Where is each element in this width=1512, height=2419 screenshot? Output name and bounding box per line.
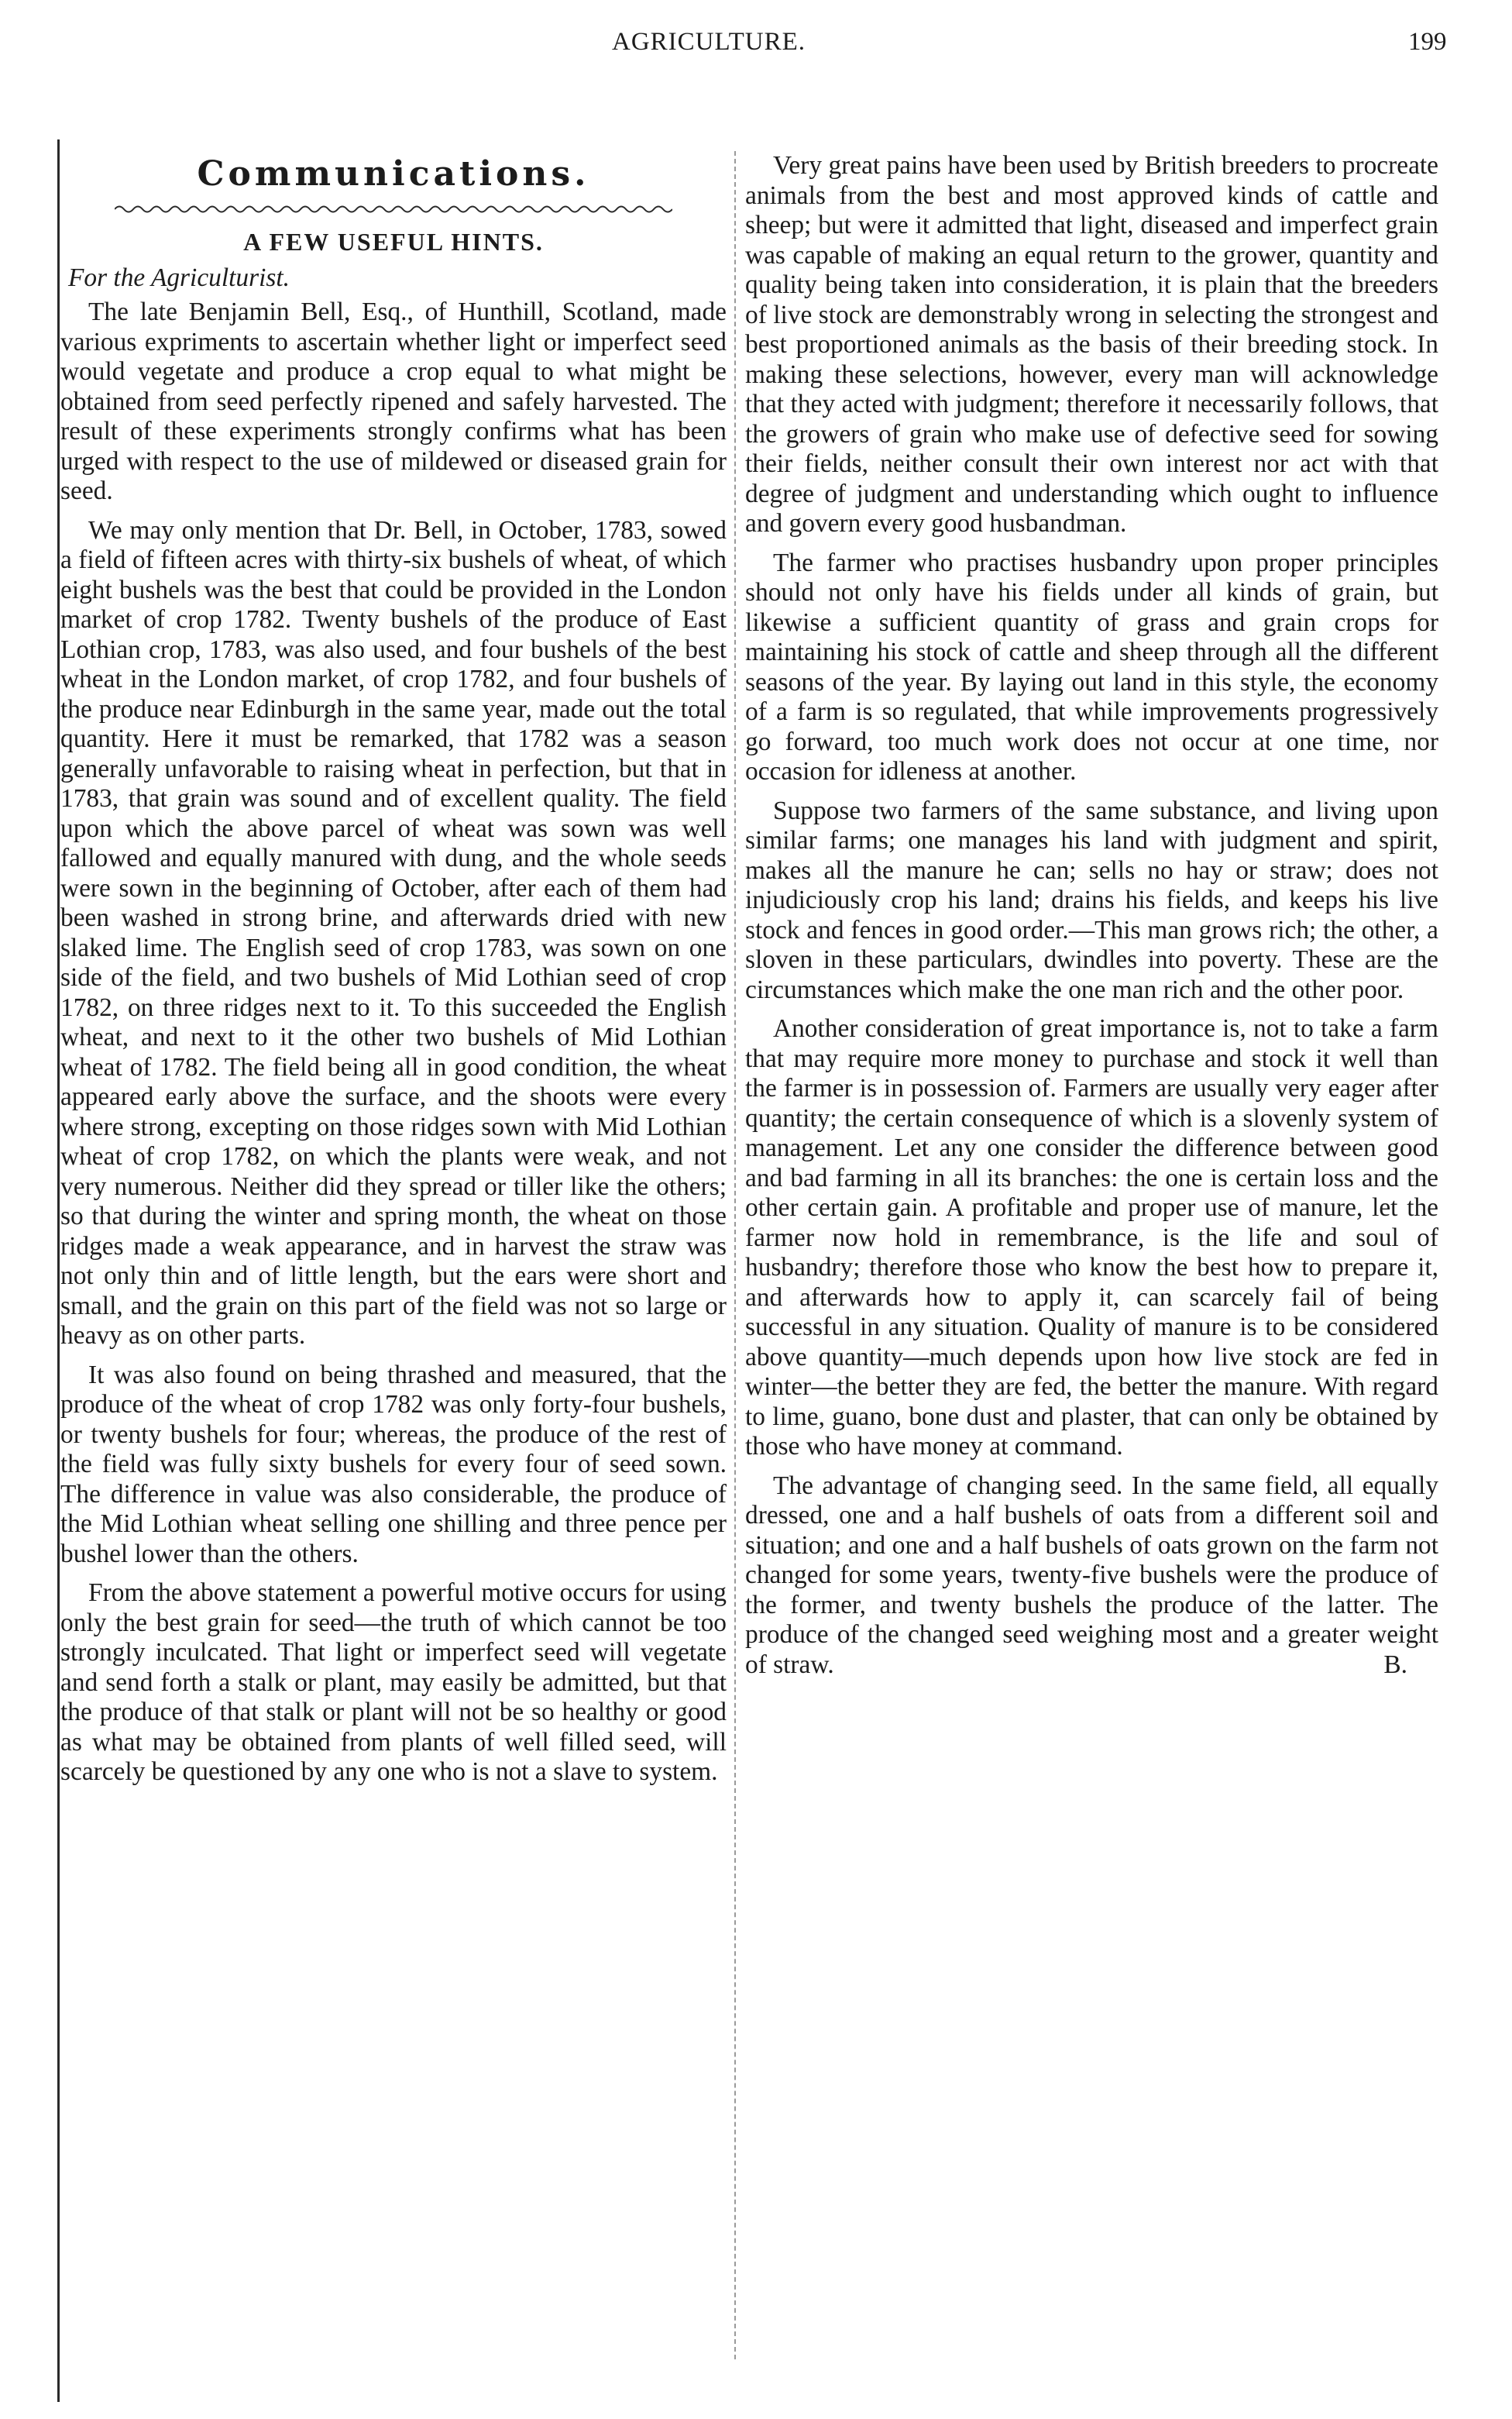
paragraph-left-2: We may only mention that Dr. Bell, in October, 1783, sowed a field of fifteen acres with thirty-six bushels of wheat, of which eight bushels was the best that could be provided in the London market of crop 1782. Twenty bushels of the produce of East Lothian crop, 1783, was also used, and four bushels of the best wheat in the London market, of crop 1782, and four bushels of the produce near Edinburgh in the same year, made out the total quantity. Here it must be remarked, that 1782 was a season generally unfavorable to raising wheat in perfection, but that in 1783, that grain was sound and of excellent quality. The field upon which the above parcel of wheat was sown was well fallowed and equally manured with dung, and the whole seeds were sown in the beginning of October, after each of them had been washed in strong brine, and afterwards dried with new slaked lime. The English seed of crop 1783, was sown on one side of the field, and two bushels of Mid Lothian seed of crop 1782, on three ridges next to it. To this succeeded the English wheat, and next to it the other two bushels of Mid Lothian wheat of 1782. The field being all in good condition, the wheat appeared early above the surface, and the shoots were every where strong, excepting on those ridges sown with Mid Lothian wheat of crop 1782, on which the plants were weak, and not very numerous. Neither did they spread or tiller like the others; so that during the winter and spring month, the wheat on those ridges made a weak appearance, and in harvest the straw was not only thin and of little length, but the ears were short and small, and the grain on this part of the field was not so large or heavy as on other parts. <box>60 515 727 1350</box>
article-title: A FEW USEFUL HINTS. <box>243 228 544 256</box>
byline: For the Agriculturist. <box>68 263 290 292</box>
paragraph-right-5 <box>745 1471 1438 1681</box>
right-column <box>745 151 1438 1689</box>
left-column <box>60 151 727 1797</box>
paragraph-left-3: It was also found on being thrashed and measured, that the produce of the wheat of crop 1782 was only forty-four bushels, or twenty bushels for four; whereas, the produce of the rest of the field was fully sixty bushels for every four of seed sown. The difference in value was also considerable, the produce of the Mid Lothian wheat selling one shilling and three pence per bushel lower than the others. <box>60 1360 727 1568</box>
paragraph-right-2: The farmer who practises husbandry upon proper principles should not only have his fields under all kinds of grain, but likewise a sufficient quantity of grass and grain crops for maintaining his stock of cattle and sheep through all the different seasons of the year. By laying out land in this style, the economy of a farm is so regulated, that while improvements progressively go forward, too much work does not occur at one time, nor occasion for idleness at another. <box>745 548 1438 786</box>
paragraph-right-1: Very great pains have been used by British breeders to procreate animals from the best and most approved kinds of cattle and sheep; but were it admitted that light, diseased and imperfect grain was capable of making an equal return to the grower, quantity and quality being taken into consideration, it is plain that the breeders of live stock are demonstrably wrong in selecting the strongest and best proportioned animals as the basis of their breeding stock. In making these selections, however, every man will acknowledge that they acted with judgment; therefore it necessarily follows, that the growers of grain who make use of defective seed for sowing their fields, neither consult their own interest nor act with that degree of judgment and understanding which ought to influence and govern every good husbandman. <box>745 151 1438 538</box>
paragraph-left-4: From the above statement a powerful motive occurs for using only the best grain for seed—the truth of which cannot be too strongly inculcated. That light or imperfect seed will vegetate and send forth a stalk or plant, may easily be admitted, but that the produce of that stalk or plant will not be so healthy or good as what may be obtained from plants of well filled seed, will scarcely be questioned by any one who is not a slave to system. <box>60 1578 727 1786</box>
page-number: 199 <box>1408 28 1447 56</box>
running-title: AGRICULTURE. <box>612 28 806 56</box>
running-head <box>0 28 1512 74</box>
left-margin-rule <box>57 139 60 2402</box>
section-heading: Communications. <box>197 154 590 194</box>
paragraph-right-3: Suppose two farmers of the same substance, and living upon similar farms; one manages his land with judgment and spirit, makes all the manure he can; sells no hay or straw; does not injudiciously crop his land; drains his fields, and keeps his live stock and fences in good order.—This man grows rich; the other, a sloven in these particulars, dwindles into poverty. These are the circumstances which make the one man rich and the other poor. <box>745 796 1438 1004</box>
paragraph-right-5-text: The advantage of changing seed. In the same field, all equally dressed, one and a half bushels of oats from a different soil and situation; and one and a half bushels of oats grown on the farm not changed for some years, twenty-five bushels were the produce of the former, and twenty bushels the produce of the latter. The produce of the changed seed weighing most and a greater weight of straw. <box>745 1471 1438 1679</box>
paragraph-left-1: The late Benjamin Bell, Esq., of Hunthill, Scotland, made various expriments to ascertain whether light or imperfect seed would vegetate and produce a crop equal to what might be obtained from seed perfectly ripened and safely harvested. The result of these experiments strongly confirms what has been urged with respect to the use of mildewed or diseased grain for seed. <box>60 298 727 505</box>
ornamental-wavy-rule <box>115 204 672 215</box>
column-divider <box>734 151 736 2359</box>
paragraph-right-4: Another consideration of great importance is, not to take a farm that may require more money to purchase and stock it well than the farmer is in possession of. Farmers are usually very eager after quantity; the certain consequence of which is a slovenly system of management. Let any one consider the difference between good and bad farming in all its branches: the one is certain loss and the other certain gain. A profitable and proper use of manure, let the farmer now hold in remembrance, is the life and soul of husbandry; therefore those who know the best how to prepare it, and afterwards how to apply it, can scarcely fail of being successful in any situation. Quality of manure is to be considered above quantity—much depends upon how live stock are fed in winter—the better they are fed, the better the manure. With regard to lime, guano, bone dust and plaster, that can only be obtained by those who have money at command. <box>745 1014 1438 1461</box>
signature: B. <box>1383 1650 1407 1679</box>
